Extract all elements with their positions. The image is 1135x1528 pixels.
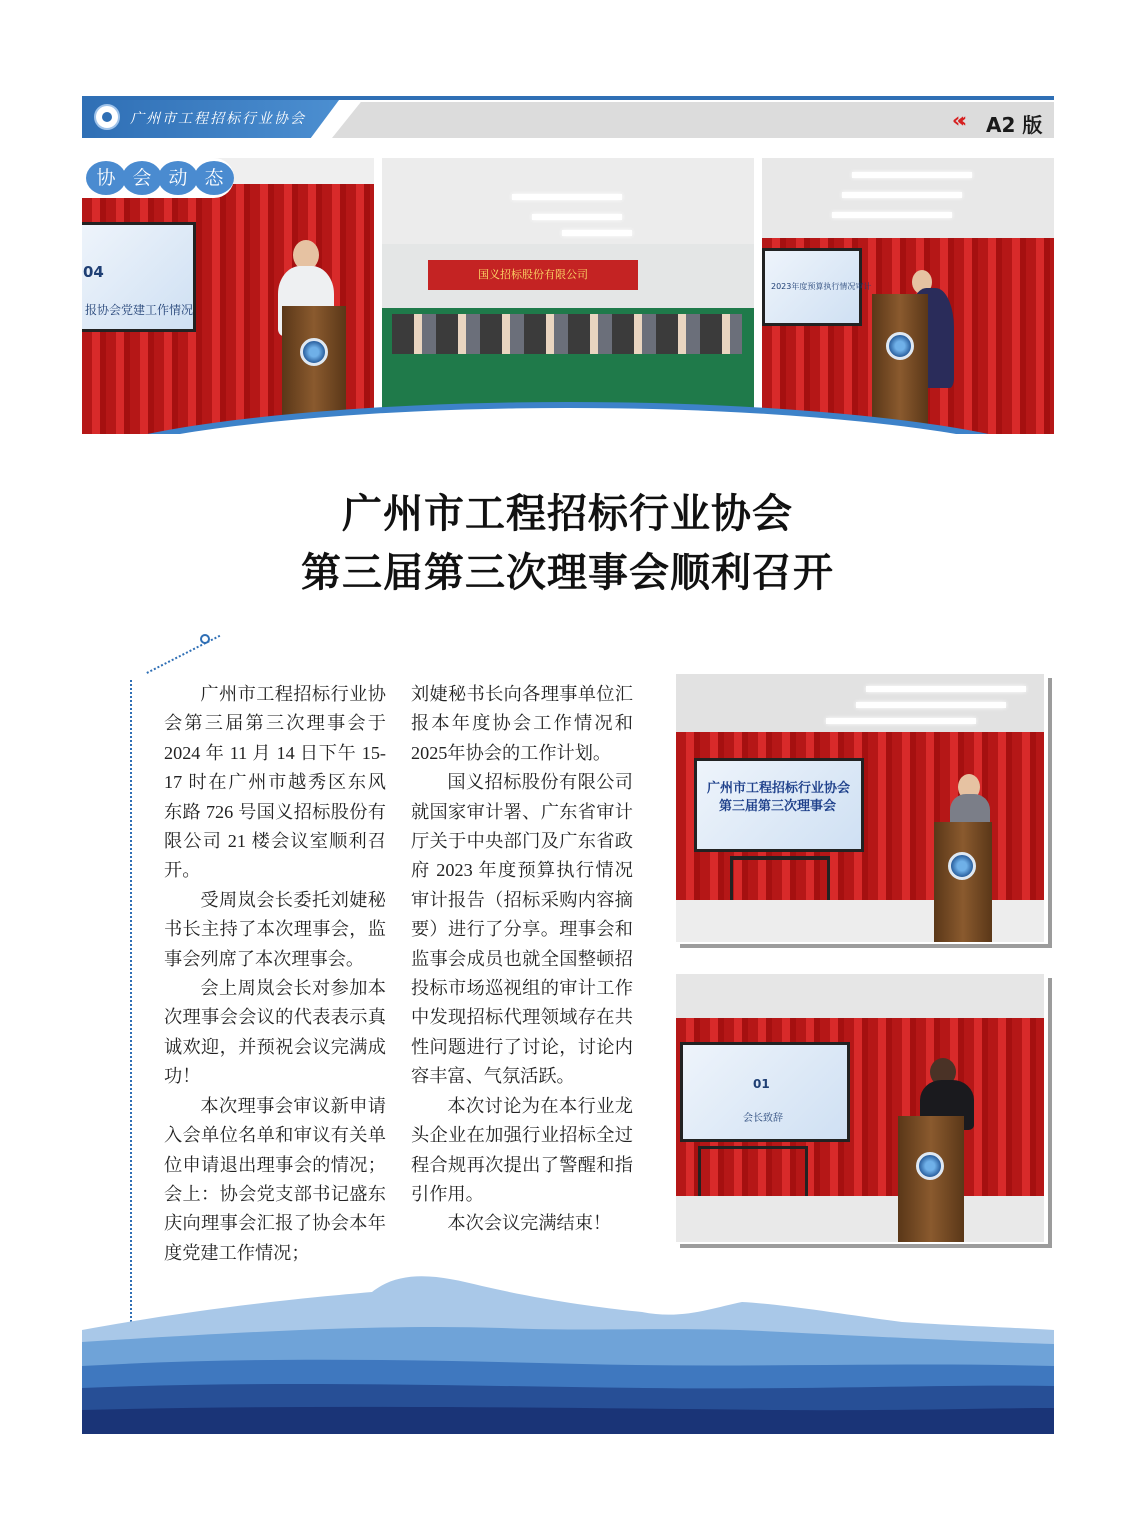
headline-line-1: 广州市工程招标行业协会 bbox=[342, 491, 793, 537]
top-photo-strip bbox=[82, 158, 1054, 434]
photo-speaker-party-report bbox=[82, 158, 374, 434]
mountain-footer-svg bbox=[82, 1268, 1054, 1434]
header-gray-band bbox=[332, 102, 1054, 138]
article-column-1 bbox=[164, 680, 386, 1268]
article-paragraph: 本次理事会审议新申请入会单位名单和审议有关单位申请退出理事会的情况；会上：协会党支部书记盛东庆向理事会汇报了协会本年度党建工作情况； bbox=[164, 1095, 386, 1263]
article-paragraph: 受周岚会长委托刘婕秘书长主持了本次理事会，监事会列席了本次理事会。 bbox=[164, 889, 386, 969]
header-org-name: 广州市工程招标行业协会 bbox=[130, 111, 306, 127]
photo-banner: 国义招标股份有限公司 bbox=[428, 260, 638, 290]
article-paragraph: 会上周岚会长对参加本次理事会会议的代表表示真诚欢迎，并预祝会议完满成功！ bbox=[164, 978, 386, 1087]
section-tag: 协 会 动 态 bbox=[82, 158, 234, 198]
article-paragraph: 刘婕秘书长向各理事单位汇报本年度协会工作情况和2025年协会的工作计划。 bbox=[411, 684, 633, 763]
headline-line-2: 第三届第三次理事会顺利召开 bbox=[301, 550, 834, 596]
association-logo-icon bbox=[94, 104, 120, 130]
photo-screen: 广州市工程招标行业协会 第三届第三次理事会 bbox=[694, 758, 864, 852]
photo-speaker-audit-report bbox=[762, 158, 1054, 434]
dotted-divider-ring bbox=[200, 634, 210, 644]
photo-screen: 01 会长致辞 bbox=[680, 1042, 850, 1142]
edition-label: A2 版 bbox=[986, 113, 1043, 137]
chevron-left-icon: «‹ bbox=[952, 108, 962, 132]
photo-meeting-title-screen bbox=[676, 674, 1048, 944]
photo-president-speech bbox=[676, 974, 1048, 1244]
dotted-divider bbox=[130, 680, 132, 1330]
mountain-footer-graphic bbox=[82, 1268, 1054, 1434]
photo-screen: 04 报协会党建工作情况 bbox=[82, 222, 196, 332]
article-column-2 bbox=[411, 680, 633, 1239]
article-paragraph: 本次讨论为在本行业龙头企业在加强行业招标全过程合规再次提出了警醒和指引作用。 bbox=[411, 1095, 633, 1204]
photo-meeting-room bbox=[382, 158, 754, 434]
page-header bbox=[82, 96, 1054, 144]
article-paragraph: 本次会议完满结束！ bbox=[447, 1213, 612, 1234]
photo-screen: 2023年度预算执行情况审计 bbox=[762, 248, 862, 326]
article-paragraph: 广州市工程招标行业协会第三届第三次理事会于 2024 年 11 月 14 日下午 15-17 时在广州市越秀区东风东路 726 号国义招标股份有限公司 21 楼会议室顺利召开。 bbox=[164, 684, 386, 881]
article-paragraph: 国义招标股份有限公司就国家审计署、广东省审计厅关于中央部门及广东省政府 2023 年度预算执行情况审计报告（招标采购内容摘要）进行了分享。理事会和监事会成员也就全国整顿招投标市场巡视组的审计工作中发现招标代理领域存在共性问题进行了讨论，讨论内容丰富、气氛活跃。 bbox=[411, 772, 633, 1087]
header-top-line bbox=[82, 96, 1054, 100]
